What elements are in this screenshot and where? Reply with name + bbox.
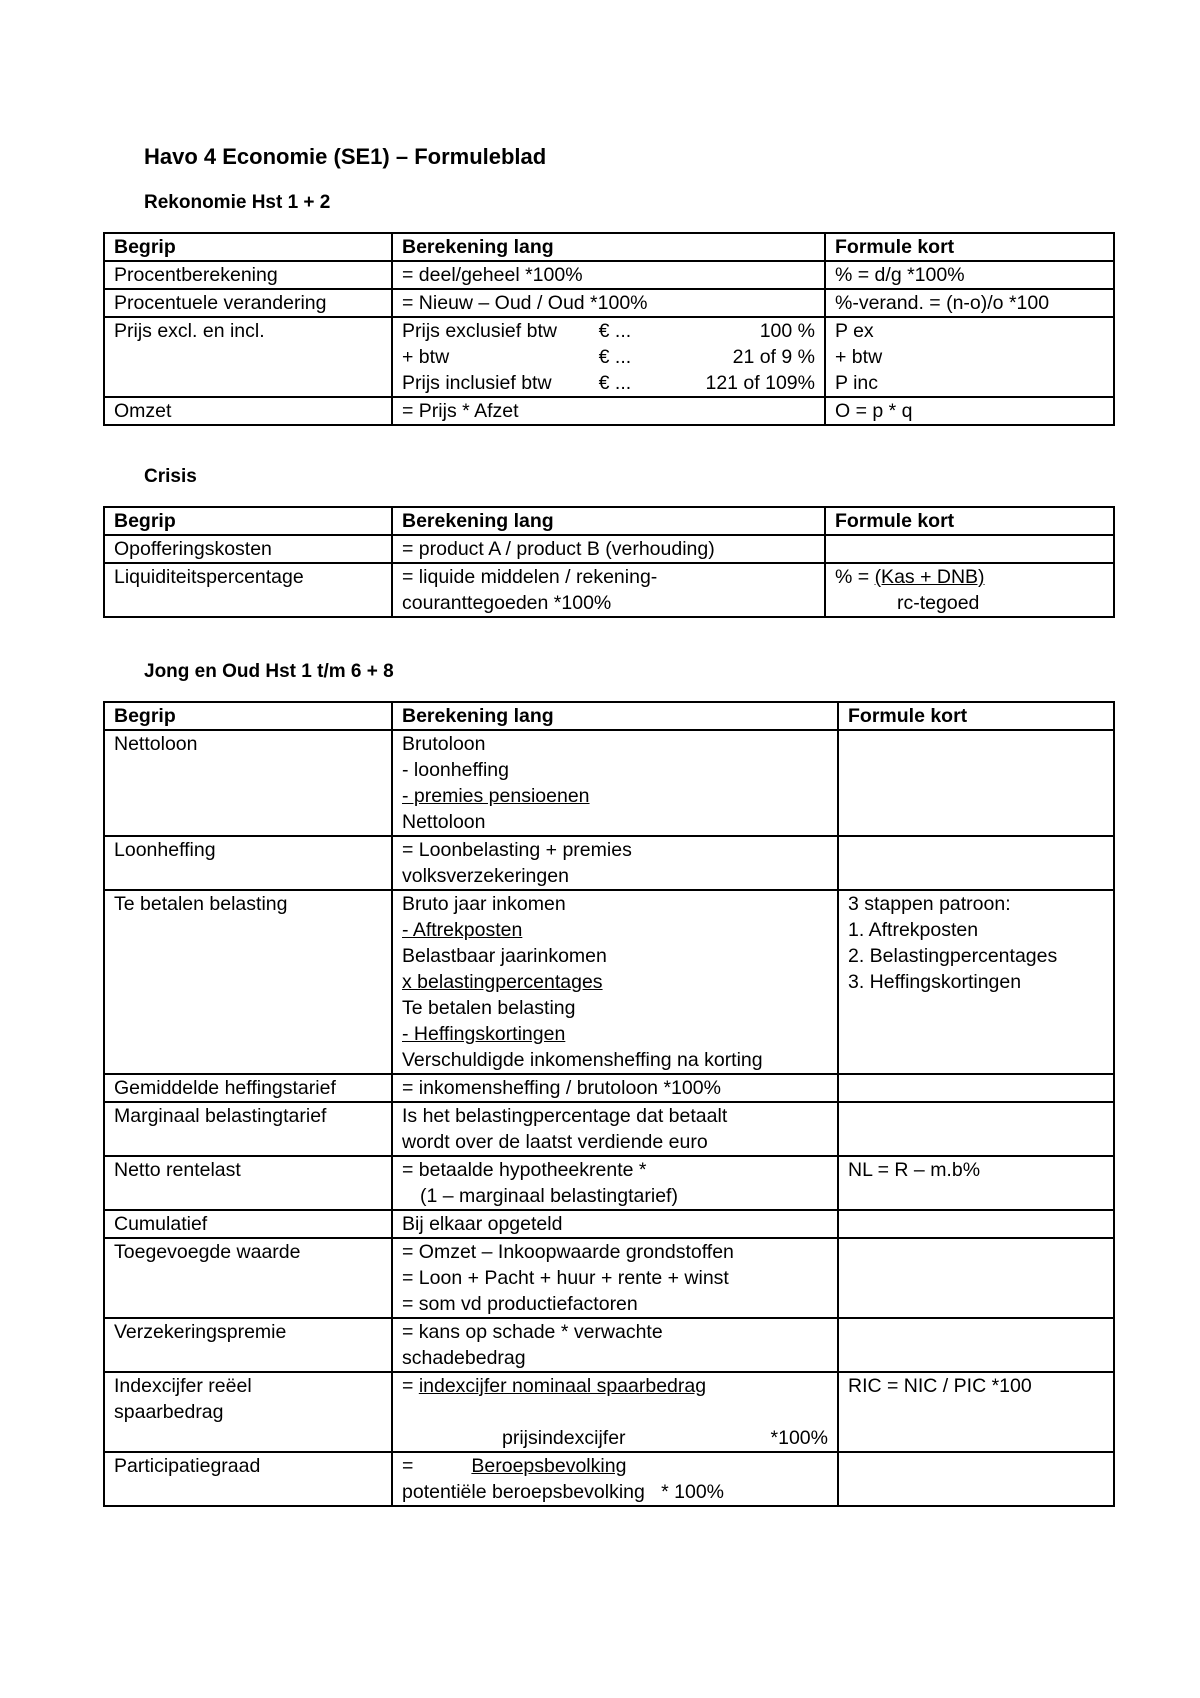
formula-denominator: prijsindexcijfer — [502, 1427, 626, 1449]
cell-begrip: Gemiddelde heffingstarief — [104, 1074, 392, 1102]
formula-multiplier: *100% — [770, 1427, 828, 1449]
cell-kort: P ex + btw P inc — [825, 317, 1114, 397]
cell-lang: Brutoloon - loonheffing - premies pensioenen Nettoloon — [392, 730, 838, 836]
cell-begrip: Cumulatief — [104, 1210, 392, 1238]
table-row — [104, 1156, 1114, 1210]
cell-lang: = betaalde hypotheekrente * (1 – marginaal belastingtarief) — [392, 1156, 838, 1210]
table-row — [104, 1318, 1114, 1372]
cell-lang: = kans op schade * verwachte schadebedrag — [392, 1318, 838, 1372]
table-rekonomie — [103, 232, 1115, 426]
formula-numerator: (Kas + DNB) — [874, 566, 985, 588]
formula-numerator: Beroepsbevolking — [471, 1455, 627, 1477]
table-row — [104, 890, 1114, 1074]
cell-begrip: Indexcijfer reëel spaarbedrag — [104, 1372, 392, 1452]
cell-kort: O = p * q — [825, 397, 1114, 425]
table-row — [104, 1372, 1114, 1452]
cell-begrip: Netto rentelast — [104, 1156, 392, 1210]
cell-begrip: Procentuele verandering — [104, 289, 392, 317]
cell-kort — [838, 1452, 1114, 1506]
cell-kort: %-verand. = (n-o)/o *100 — [825, 289, 1114, 317]
cell-kort — [825, 535, 1114, 563]
table-row — [104, 535, 1114, 563]
cell-lang: Bij elkaar opgeteld — [392, 1210, 838, 1238]
cell-lang: = product A / product B (verhouding) — [392, 535, 825, 563]
cell-lang: = deel/geheel *100% — [392, 261, 825, 289]
formula-denominator: rc-tegoed — [897, 592, 980, 614]
cell-lang: Is het belastingpercentage dat betaalt wordt over de laatst verdiende euro — [392, 1102, 838, 1156]
section-heading-crisis: Crisis — [144, 466, 197, 487]
cell-kort — [838, 1210, 1114, 1238]
table-row — [104, 289, 1114, 317]
document-title: Havo 4 Economie (SE1) – Formuleblad — [144, 144, 547, 169]
cell-begrip: Procentberekening — [104, 261, 392, 289]
formula-numerator: indexcijfer nominaal spaarbedrag — [418, 1375, 707, 1397]
cell-begrip: Marginaal belastingtarief — [104, 1102, 392, 1156]
cell-kort: 3 stappen patroon: 1. Aftrekposten 2. Belastingpercentages 3. Heffingskortingen — [838, 890, 1114, 1074]
table-header-row — [104, 233, 1114, 261]
table-header-row — [104, 507, 1114, 535]
cell-begrip: Te betalen belasting — [104, 890, 392, 1074]
cell-lang: = indexcijfer nominaal spaarbedrag prijsindexcijfer *100% — [392, 1372, 838, 1452]
table-crisis — [103, 506, 1115, 618]
cell-kort: % = (Kas + DNB) rc-tegoed — [825, 563, 1114, 617]
cell-lang: = Beroepsbevolking potentiële beroepsbevolking * 100% — [392, 1452, 838, 1506]
cell-kort — [838, 1318, 1114, 1372]
table-row — [104, 1238, 1114, 1318]
table-row — [104, 261, 1114, 289]
cell-begrip: Prijs excl. en incl. — [104, 317, 392, 397]
cell-lang: = Omzet – Inkoopwaarde grondstoffen = Loon + Pacht + huur + rente + winst = som vd productiefactoren — [392, 1238, 838, 1318]
table-row — [104, 1452, 1114, 1506]
formula-multiplier: * 100% — [661, 1481, 725, 1503]
cell-begrip: Opofferingskosten — [104, 535, 392, 563]
table-row — [104, 836, 1114, 890]
table-header-row — [104, 702, 1114, 730]
price-line: + btw € ... 21 of 9 % — [402, 346, 815, 368]
header-berekening-lang: Berekening lang — [392, 233, 825, 261]
section-heading-jong-en-oud: Jong en Oud Hst 1 t/m 6 + 8 — [144, 661, 394, 682]
table-row — [104, 317, 1114, 397]
header-begrip: Begrip — [104, 702, 392, 730]
cell-kort: RIC = NIC / PIC *100 — [838, 1372, 1114, 1452]
price-line: Prijs exclusief btw € ... 100 % — [402, 320, 815, 342]
cell-begrip: Nettoloon — [104, 730, 392, 836]
header-berekening-lang: Berekening lang — [392, 702, 838, 730]
cell-begrip: Toegevoegde waarde — [104, 1238, 392, 1318]
cell-kort: % = d/g *100% — [825, 261, 1114, 289]
header-formule-kort: Formule kort — [838, 702, 1114, 730]
table-row — [104, 1074, 1114, 1102]
header-formule-kort: Formule kort — [825, 507, 1114, 535]
table-row — [104, 397, 1114, 425]
table-row — [104, 563, 1114, 617]
table-row — [104, 730, 1114, 836]
cell-lang: = liquide middelen / rekening- couranttegoeden *100% — [392, 563, 825, 617]
formula-denominator: potentiële beroepsbevolking — [402, 1481, 645, 1503]
cell-kort — [838, 836, 1114, 890]
cell-begrip: Loonheffing — [104, 836, 392, 890]
cell-lang — [392, 317, 825, 397]
cell-lang: Bruto jaar inkomen - Aftrekposten Belastbaar jaarinkomen x belastingpercentages Te betalen belasting - Heffingskortingen Verschuldigde inkomensheffing na korting — [392, 890, 838, 1074]
table-row — [104, 1102, 1114, 1156]
table-row — [104, 1210, 1114, 1238]
header-formule-kort: Formule kort — [825, 233, 1114, 261]
cell-lang: = inkomensheffing / brutoloon *100% — [392, 1074, 838, 1102]
cell-kort — [838, 1074, 1114, 1102]
cell-begrip: Participatiegraad — [104, 1452, 392, 1506]
header-berekening-lang: Berekening lang — [392, 507, 825, 535]
cell-lang: = Nieuw – Oud / Oud *100% — [392, 289, 825, 317]
section-heading-rekonomie: Rekonomie Hst 1 + 2 — [144, 192, 331, 213]
cell-begrip: Verzekeringspremie — [104, 1318, 392, 1372]
header-begrip: Begrip — [104, 233, 392, 261]
cell-kort — [838, 1102, 1114, 1156]
cell-kort — [838, 1238, 1114, 1318]
price-line: Prijs inclusief btw € ... 121 of 109% — [402, 372, 815, 394]
cell-kort — [838, 730, 1114, 836]
cell-begrip: Omzet — [104, 397, 392, 425]
cell-kort: NL = R – m.b% — [838, 1156, 1114, 1210]
cell-lang: = Prijs * Afzet — [392, 397, 825, 425]
header-begrip: Begrip — [104, 507, 392, 535]
cell-lang: = Loonbelasting + premies volksverzekeringen — [392, 836, 838, 890]
table-jong-en-oud — [103, 701, 1115, 1507]
cell-begrip: Liquiditeitspercentage — [104, 563, 392, 617]
